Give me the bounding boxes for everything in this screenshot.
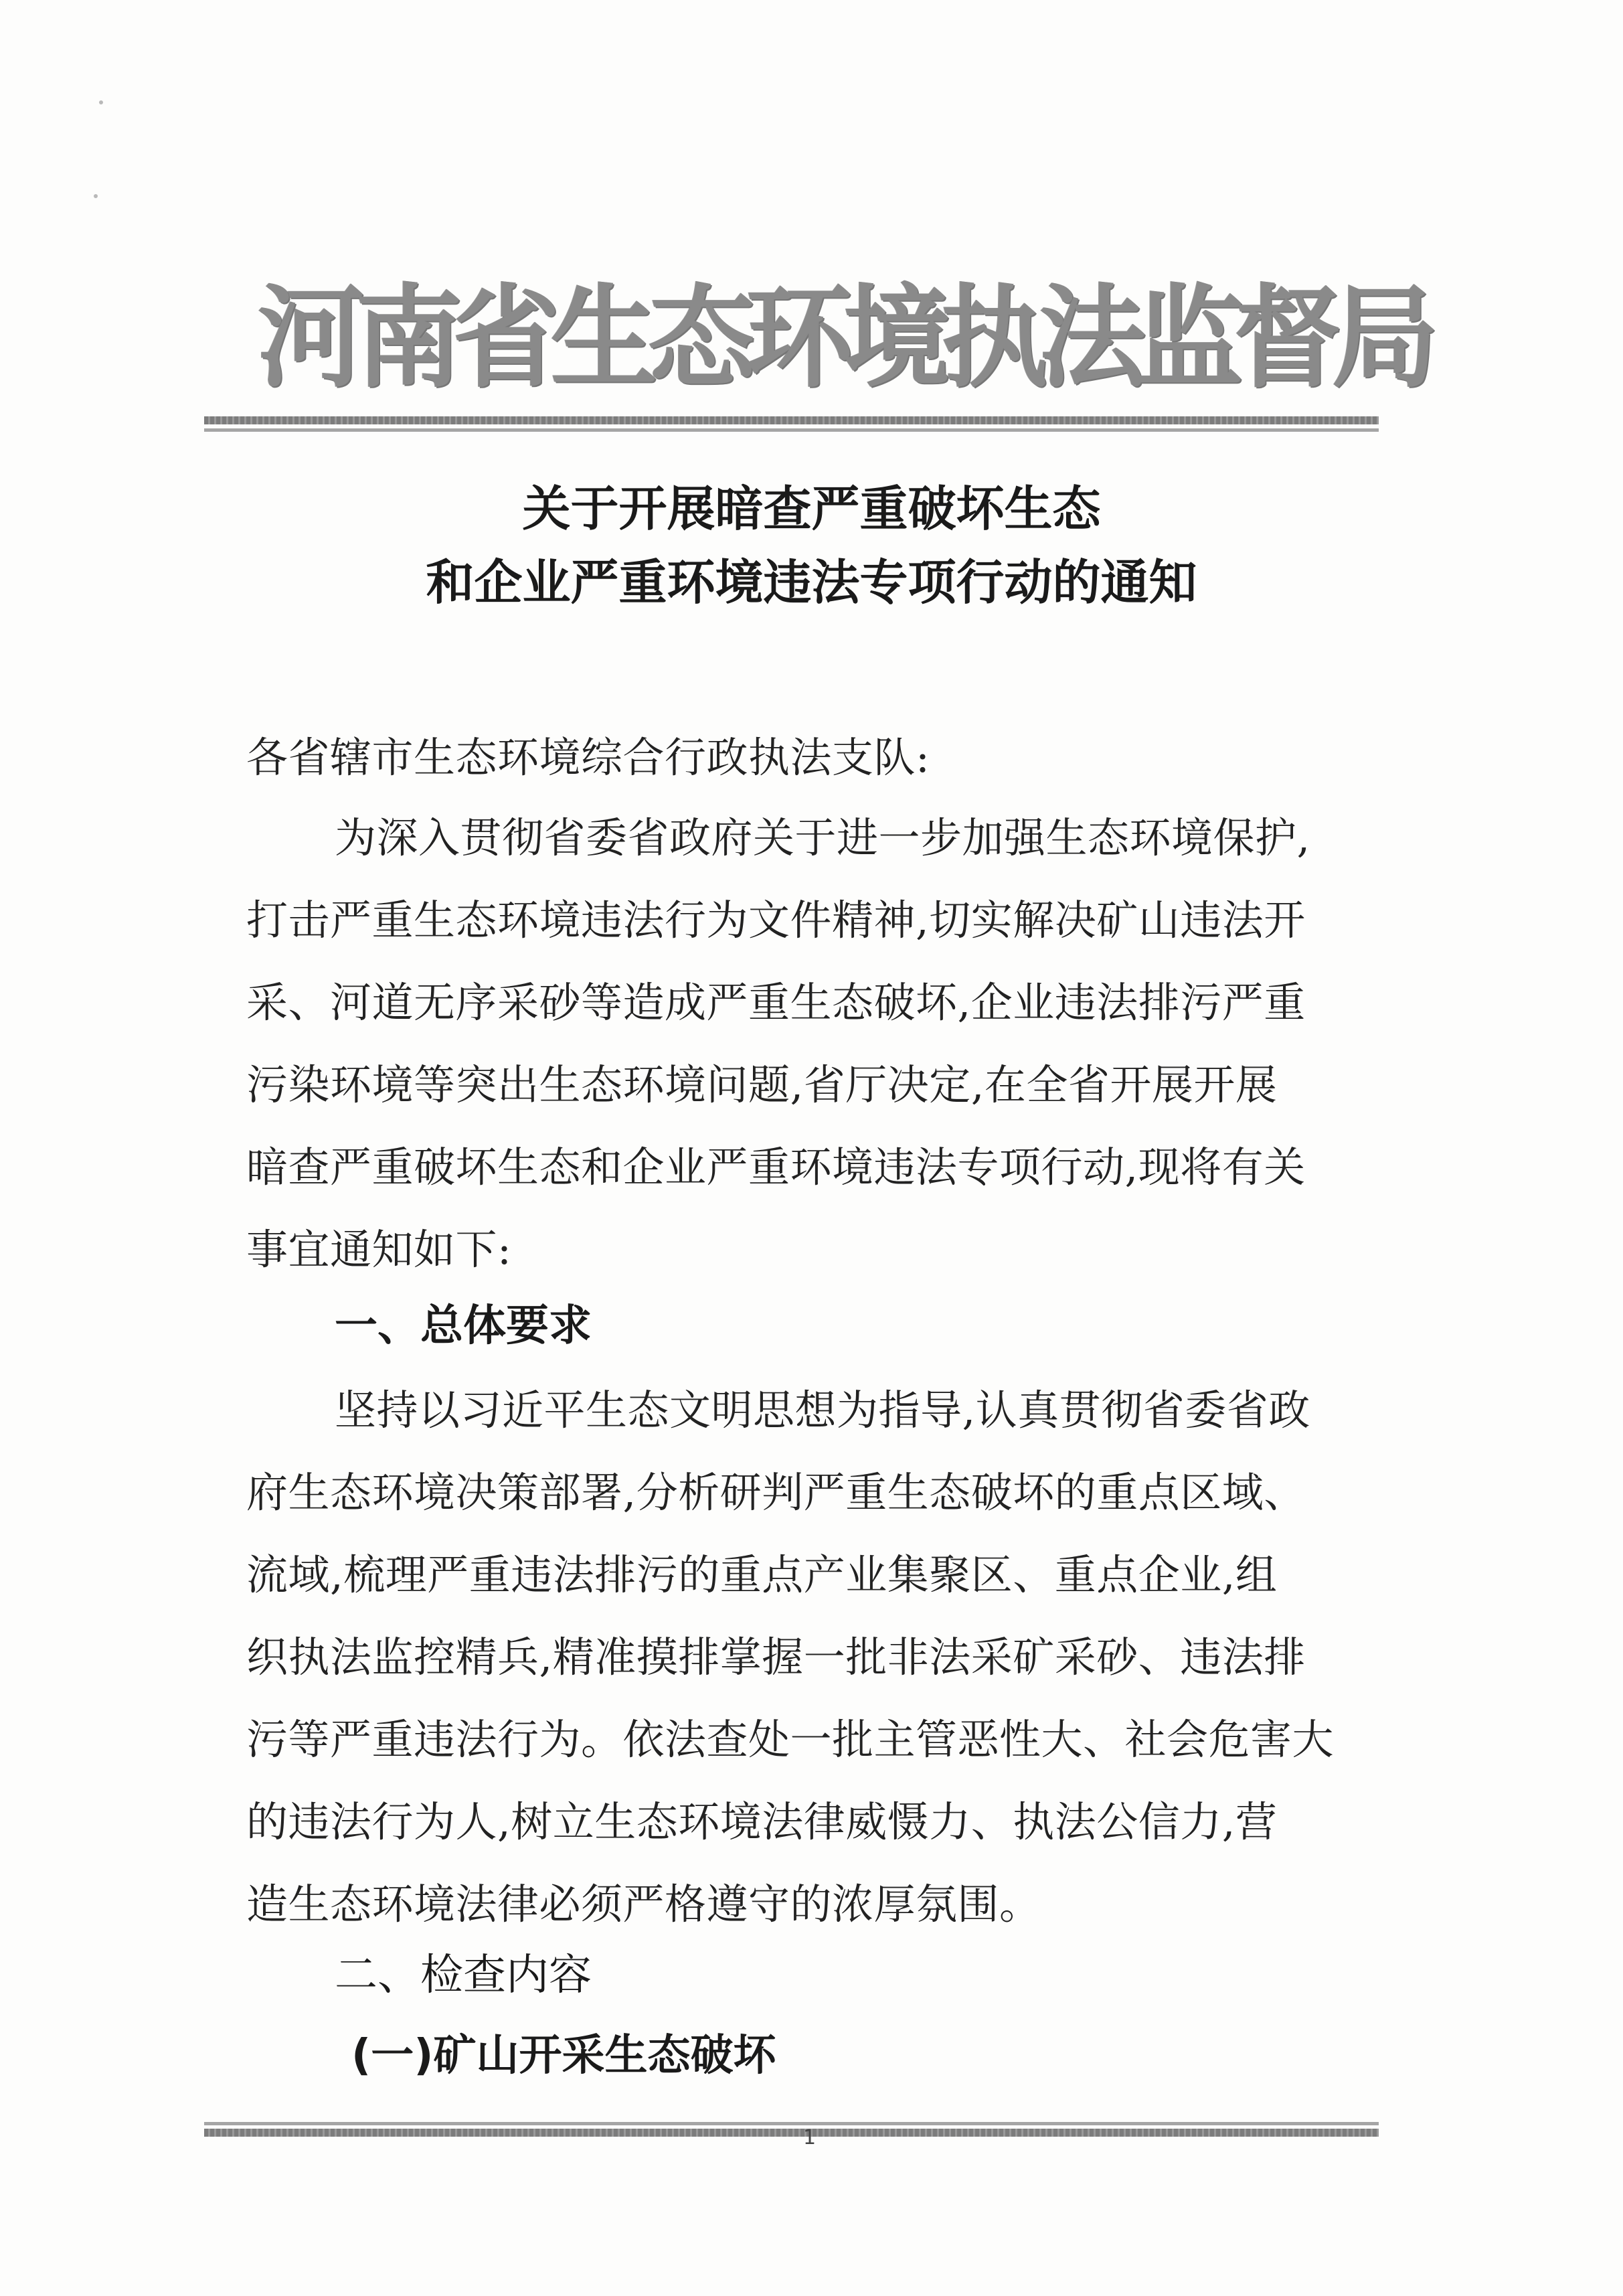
masthead-agency-name: 河南省生态环境执法监督局 xyxy=(258,272,1430,403)
section-1-line-3: 流域,梳理严重违法排污的重点产业集聚区、重点企业,组 xyxy=(246,1550,1278,1599)
section-1-line-7: 造生态环境法律必须严格遵守的浓厚氛围。 xyxy=(246,1880,1041,1929)
intro-line-3: 采、河道无序采砂等造成严重生态破坏,企业违法排污严重 xyxy=(246,978,1306,1027)
scan-speck xyxy=(94,194,98,198)
section-2-subheading-1: (一)矿山开采生态破坏 xyxy=(351,2031,776,2080)
section-2-heading: 二、检查内容 xyxy=(335,1951,592,2000)
page-number: 1 xyxy=(803,2126,817,2149)
masthead-rule-thin xyxy=(204,428,1379,432)
masthead-rule xyxy=(204,416,1379,424)
section-1-line-1: 坚持以习近平生态文明思想为指导,认真贯彻省委省政 xyxy=(335,1386,1310,1434)
document-title-line-2: 和企业严重环境违法专项行动的通知 xyxy=(426,554,1197,610)
document-title-line-1: 关于开展暗查严重破坏生态 xyxy=(522,481,1101,537)
footer-rule-thin xyxy=(204,2122,1379,2125)
intro-line-4: 污染环境等突出生态环境问题,省厅决定,在全省开展开展 xyxy=(246,1060,1278,1109)
intro-line-1: 为深入贯彻省委省政府关于进一步加强生态环境保护, xyxy=(335,813,1310,862)
scan-speck xyxy=(99,100,103,104)
section-1-line-2: 府生态环境决策部署,分析研判严重生态破坏的重点区域、 xyxy=(246,1468,1306,1517)
intro-line-2: 打击严重生态环境违法行为文件精神,切实解决矿山违法开 xyxy=(246,896,1306,945)
section-1-line-5: 污等严重违法行为。依法查处一批主管恶性大、社会危害大 xyxy=(246,1715,1335,1764)
footer-rule xyxy=(204,2129,1379,2137)
section-1-line-4: 织执法监控精兵,精准摸排掌握一批非法采矿采砂、违法排 xyxy=(246,1633,1306,1682)
salutation: 各省辖市生态环境综合行政执法支队: xyxy=(246,733,930,782)
intro-line-5: 暗查严重破坏生态和企业严重环境违法专项行动,现将有关 xyxy=(246,1143,1306,1192)
section-1-line-6: 的违法行为人,树立生态环境法律威慑力、执法公信力,营 xyxy=(246,1797,1278,1846)
intro-line-6: 事宜通知如下: xyxy=(246,1225,512,1274)
section-1-heading: 一、总体要求 xyxy=(335,1301,592,1351)
